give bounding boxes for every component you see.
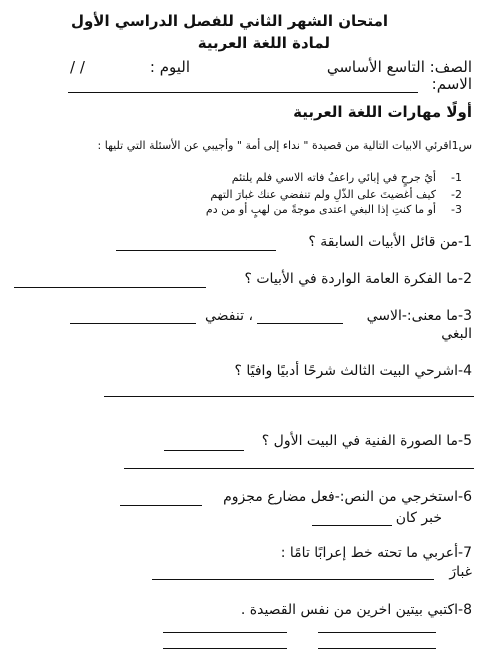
exam-subject: لمادة اللغة العربية: [197, 34, 330, 52]
grade-label: الصف: التاسع الأساسي: [326, 58, 472, 76]
answer-line-2[interactable]: [14, 287, 206, 288]
day-label: اليوم :: [149, 58, 190, 76]
question-3-word-3: البغي: [441, 326, 472, 342]
question-2: 2-ما الفكرة العامة الواردة في الأبيات ؟: [244, 271, 472, 287]
verse-number-3: 3-: [451, 203, 462, 216]
exam-title: امتحان الشهر الثاني للفصل الدراسي الأول: [70, 12, 388, 30]
answer-line-3a[interactable]: [257, 323, 343, 324]
verse-number-2: 2-: [451, 188, 462, 201]
verse-text-1: أيُ جرحٍ في إبائي راعفُ فاته الاسي فلم يلتئم: [231, 171, 436, 184]
question-3-word-2: ، تنفضي: [205, 308, 253, 324]
date-slashes: / /: [70, 58, 85, 76]
answer-line-3b[interactable]: [70, 323, 196, 324]
answer-line-6b[interactable]: [312, 525, 392, 526]
answer-line-8b[interactable]: [163, 632, 287, 633]
question-6: 6-استخرجي من النص:-فعل مضارع مجزوم: [223, 489, 472, 505]
question-7-word: غبارَ: [449, 564, 472, 580]
verse-text-3: أو ما كنتِ إذا البغي اعتدى موجةً من لهبٍ أو من دم: [205, 203, 436, 216]
question-4: 4-اشرحي البيت الثالث شرحًا أدبيًا وافيًا ؟: [234, 363, 472, 379]
answer-line-5a[interactable]: [164, 450, 244, 451]
answer-line-4[interactable]: [104, 396, 474, 397]
answer-line-8c[interactable]: [318, 648, 436, 649]
question-1: 1-من قائل الأبيات السابقة ؟: [308, 234, 472, 250]
question-7: 7-أعربي ما تحته خط إعرابًا تامًا :: [280, 545, 472, 561]
name-line[interactable]: [68, 92, 418, 93]
answer-line-5b[interactable]: [124, 468, 474, 469]
verse-number-1: 1-: [451, 171, 462, 184]
question-8: 8-اكتبي بيتين اخرين من نفس القصيدة .: [240, 602, 472, 618]
section-title: أولًا مهارات اللغة العربية: [293, 103, 472, 121]
question-6-second: خبر كان: [395, 510, 442, 526]
question-3-meaning: 3-ما معنى:-الاسي: [366, 308, 472, 324]
question-5: 5-ما الصورة الفنية في البيت الأول ؟: [261, 433, 472, 449]
name-label: الاسم:: [431, 75, 472, 93]
answer-line-8d[interactable]: [163, 648, 287, 649]
answer-line-1[interactable]: [116, 250, 276, 251]
verse-text-2: كيف أغضيتَ على الذّلِ ولم تنفضي عنك غبارَ التهم: [210, 188, 436, 201]
instruction-text: س1اقرئي الابيات التالية من قصيدة " نداء إلى أمة " وأجيبي عن الأسئلة التي تليها :: [97, 139, 472, 152]
answer-line-8a[interactable]: [318, 632, 436, 633]
answer-line-7[interactable]: [152, 579, 434, 580]
answer-line-6a[interactable]: [120, 505, 202, 506]
